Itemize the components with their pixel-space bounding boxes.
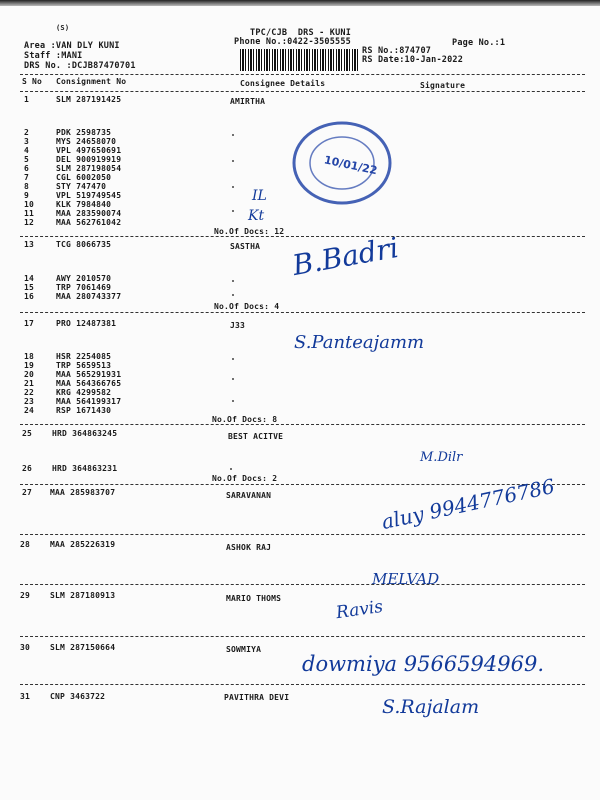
consignee-name: AMIRTHA	[230, 97, 266, 106]
corner-mark: (S)	[56, 24, 70, 32]
rubber-stamp	[288, 115, 400, 207]
row-sno: 6	[24, 164, 30, 173]
row-sno: 23	[24, 397, 35, 406]
row-sno: 27	[22, 488, 33, 497]
divider	[20, 74, 585, 75]
divider	[20, 424, 585, 425]
bullet-dot	[232, 210, 234, 212]
row-sno: 14	[24, 274, 35, 283]
stamp-date: 10/01/22	[322, 153, 379, 178]
row-consignment: STY 747470	[56, 182, 107, 191]
phone-number: Phone No.:0422-3505555	[234, 37, 351, 47]
docs-count: No.Of Docs: 8	[212, 415, 278, 424]
consignee-name: BEST ACITVE	[228, 432, 284, 441]
row-sno: 17	[24, 319, 35, 328]
area-label: Area :VAN DLY KUNI	[24, 41, 120, 51]
divider	[20, 584, 585, 585]
row-sno: 13	[24, 240, 35, 249]
staff-label: Staff :MANI	[24, 51, 83, 61]
signature-8: S.Rajalam	[382, 696, 480, 718]
bullet-dot	[230, 468, 232, 470]
row-consignment: PDK 2598735	[56, 128, 112, 137]
row-sno: 28	[20, 540, 31, 549]
row-consignment: CGL 6002050	[56, 173, 112, 182]
row-sno: 21	[24, 379, 35, 388]
row-consignment: PRO 12487381	[56, 319, 117, 328]
bullet-dot	[232, 294, 234, 296]
row-sno: 3	[24, 137, 30, 146]
row-sno: 16	[24, 292, 35, 301]
bullet-dot	[232, 160, 234, 162]
row-sno: 31	[20, 692, 31, 701]
row-sno: 18	[24, 352, 35, 361]
row-consignment: CNP 3463722	[50, 692, 106, 701]
signature-7: dowmiya 9566594969.	[302, 652, 545, 676]
signature-3: S.Panteajamm	[294, 332, 425, 353]
col-signature: Signature	[420, 81, 466, 90]
row-sno: 29	[20, 591, 31, 600]
document-title: TPC/CJB DRS - KUNI	[250, 28, 352, 38]
row-sno: 8	[24, 182, 30, 191]
bullet-dot	[232, 358, 234, 360]
docs-count: No.Of Docs: 4	[214, 302, 280, 311]
row-sno: 24	[24, 406, 35, 415]
row-consignment: HRD 364863231	[52, 464, 118, 473]
row-sno: 5	[24, 155, 30, 164]
consignee-name: SASTHA	[230, 242, 261, 251]
row-sno: 22	[24, 388, 35, 397]
row-consignment: AWY 2010570	[56, 274, 112, 283]
signature-6: Ravis	[334, 596, 385, 624]
docs-count: No.Of Docs: 12	[214, 227, 285, 236]
row-consignment: HRD 364863245	[52, 429, 118, 438]
row-consignment: VPL 497650691	[56, 146, 122, 155]
signature-1: IL	[252, 188, 267, 204]
col-consignment: Consignment No	[56, 77, 127, 86]
row-sno: 1	[24, 95, 30, 104]
consignee-name: SARAVANAN	[226, 491, 272, 500]
row-sno: 20	[24, 370, 35, 379]
row-sno: 26	[22, 464, 33, 473]
bullet-dot	[232, 400, 234, 402]
row-consignment: MAA 562761042	[56, 218, 122, 227]
row-consignment: KRG 4299582	[56, 388, 112, 397]
bullet-dot	[232, 186, 234, 188]
page-number: Page No.:1	[452, 38, 506, 48]
rs-number: RS No.:874707	[362, 46, 432, 56]
row-consignment: MAA 280743377	[56, 292, 122, 301]
row-consignment: MAA 565291931	[56, 370, 122, 379]
signature-2: B.Badri	[289, 230, 402, 283]
signature-5: MELVAD	[372, 570, 440, 588]
drs-number: DRS No. :DCJB87470701	[24, 61, 136, 71]
row-consignment: SLM 287180913	[50, 591, 116, 600]
consignee-name: MARIO THOMS	[226, 594, 282, 603]
col-sno: S No	[22, 77, 43, 86]
row-consignment: MAA 564366765	[56, 379, 122, 388]
signature-4b: aluy 9944776786	[379, 473, 557, 535]
row-sno: 25	[22, 429, 33, 438]
row-consignment: MAA 285226319	[50, 540, 116, 549]
row-sno: 7	[24, 173, 30, 182]
consignee-name: PAVITHRA DEVI	[224, 693, 290, 702]
row-sno: 10	[24, 200, 35, 209]
row-sno: 15	[24, 283, 35, 292]
divider	[20, 236, 585, 237]
row-consignment: MAA 285983707	[50, 488, 116, 497]
row-consignment: MAA 283590074	[56, 209, 122, 218]
bullet-dot	[232, 134, 234, 136]
divider	[20, 684, 585, 685]
row-consignment: KLK 7984840	[56, 200, 112, 209]
signature-4a: M.Dilr	[420, 450, 463, 465]
scan-edge	[0, 0, 600, 6]
row-consignment: TRP 7061469	[56, 283, 112, 292]
divider	[20, 91, 585, 92]
row-sno: 12	[24, 218, 35, 227]
row-sno: 9	[24, 191, 30, 200]
row-consignment: DEL 900919919	[56, 155, 122, 164]
row-consignment: TRP 5659513	[56, 361, 112, 370]
consignee-name: SOWMIYA	[226, 645, 262, 654]
consignee-name: ASHOK RAJ	[226, 543, 272, 552]
row-consignment: TCG 8066735	[56, 240, 112, 249]
docs-count: No.Of Docs: 2	[212, 474, 278, 483]
row-consignment: SLM 287150664	[50, 643, 116, 652]
col-consignee: Consignee Details	[240, 79, 326, 88]
row-sno: 4	[24, 146, 30, 155]
row-consignment: VPL 519749545	[56, 191, 122, 200]
row-sno: 19	[24, 361, 35, 370]
barcode	[240, 49, 360, 71]
bullet-dot	[232, 378, 234, 380]
row-consignment: HSR 2254085	[56, 352, 112, 361]
divider	[20, 636, 585, 637]
divider	[20, 312, 585, 313]
rs-date: RS Date:10-Jan-2022	[362, 55, 464, 65]
divider	[20, 534, 585, 535]
row-consignment: MYS 24658070	[56, 137, 117, 146]
row-consignment: SLM 287198054	[56, 164, 122, 173]
row-sno: 30	[20, 643, 31, 652]
row-sno: 11	[24, 209, 35, 218]
signature-1b: Kt	[248, 208, 265, 224]
bullet-dot	[232, 280, 234, 282]
row-sno: 2	[24, 128, 30, 137]
row-consignment: RSP 1671430	[56, 406, 112, 415]
consignee-name: J33	[230, 321, 246, 330]
row-consignment: MAA 564199317	[56, 397, 122, 406]
row-consignment: SLM 287191425	[56, 95, 122, 104]
